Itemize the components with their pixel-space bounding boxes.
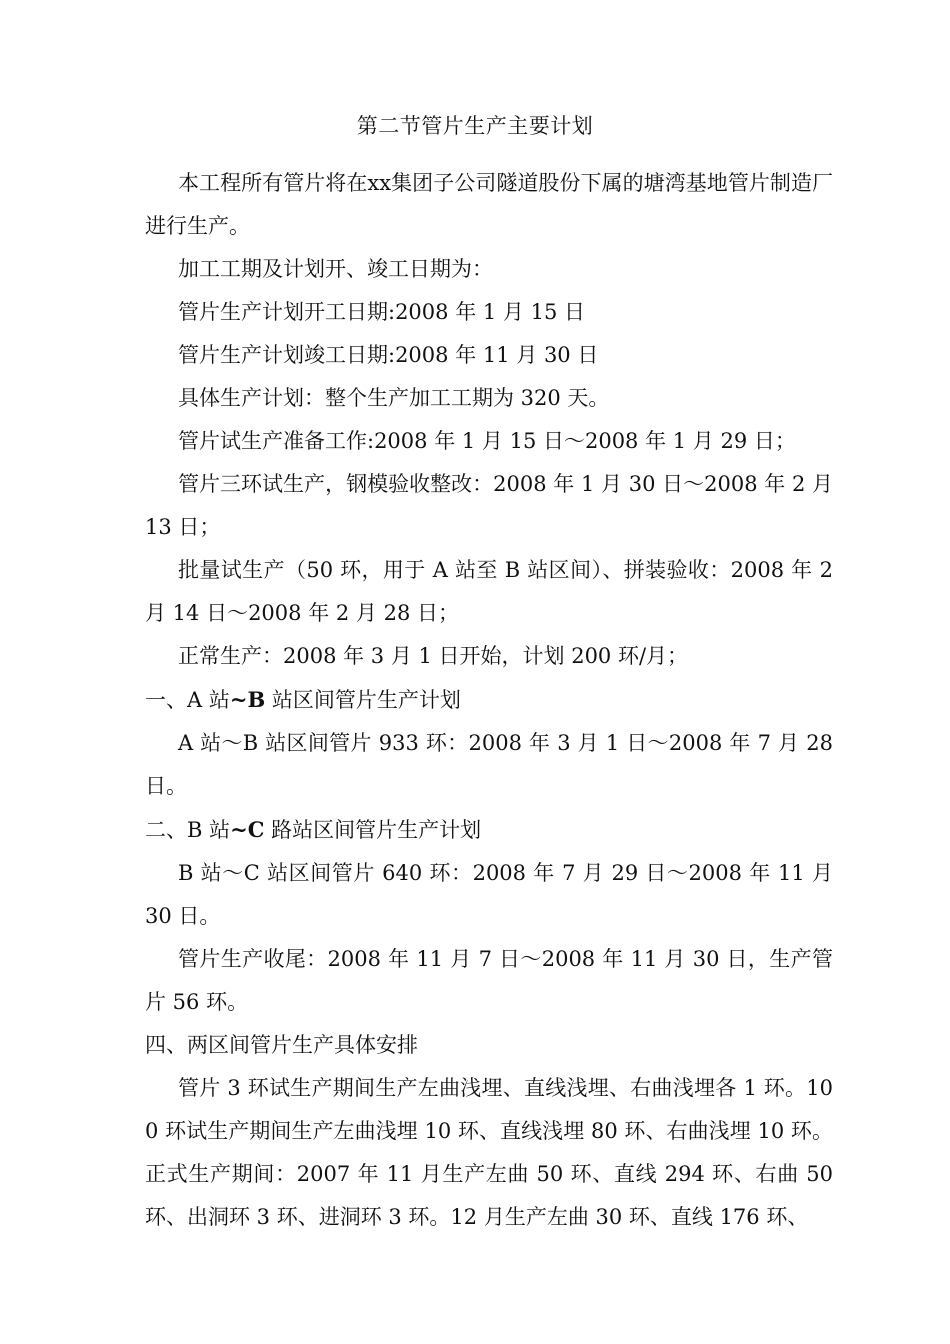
- section-heading-2: [145, 808, 833, 852]
- paragraph-end-date: 管片生产计划竣工日期:2008 年 11 月 30 日: [178, 343, 599, 367]
- section-heading-2-bold: ~C: [230, 817, 265, 842]
- paragraph-intro: 本工程所有管片将在xx集团子公司隧道股份下属的塘湾基地管片制造厂进行生产。: [145, 171, 833, 238]
- section-heading-2-prefix: 二、B 站: [145, 818, 231, 842]
- section-1-body: A 站～B 站区间管片 933 环：2008 年 3 月 1 日～2008 年 7 月 28 日。: [145, 731, 833, 798]
- section-heading-1: [145, 678, 833, 722]
- paragraph-batch-trial: 批量试生产（50 环，用于 A 站至 B 站区间）、拼装验收：2008 年 2 月 14 日～2008 年 2 月 28 日；: [145, 558, 833, 625]
- paragraph-normal-production: 正常生产：2008 年 3 月 1 日开始，计划 200 环/月；: [178, 644, 689, 668]
- section-2-tail: 管片生产收尾：2008 年 11 月 7 日～2008 年 11 月 30 日，生产管片 56 环。: [145, 947, 833, 1014]
- paragraph-trial-prep: 管片试生产准备工作:2008 年 1 月 15 日～2008 年 1 月 29 日；: [178, 429, 796, 453]
- section-heading-1-suffix: 站区间管片生产计划: [265, 688, 461, 712]
- section-heading-4: 四、两区间管片生产具体安排: [145, 1033, 418, 1057]
- section-heading-2-suffix: 路站区间管片生产计划: [264, 818, 482, 842]
- paragraph-start-date: 管片生产计划开工日期:2008 年 1 月 15 日: [178, 300, 585, 324]
- document-body: [145, 162, 833, 1239]
- section-heading-1-prefix: 一、A 站: [145, 688, 230, 712]
- paragraph-total-duration: 具体生产计划：整个生产加工工期为 320 天。: [178, 386, 610, 410]
- paragraph-schedule-header: 加工工期及计划开、竣工日期为：: [178, 257, 493, 281]
- section-heading-1-bold: ~B: [229, 687, 266, 712]
- paragraph-three-ring-trial: 管片三环试生产，钢模验收整改：2008 年 1 月 30 日～2008 年 2 月 13 日；: [145, 472, 833, 539]
- page-title: 第二节管片生产主要计划: [356, 114, 594, 138]
- section-2-body: B 站～C 站区间管片 640 环：2008 年 7 月 29 日～2008 年 11 月 30 日。: [145, 861, 833, 928]
- section-4-body: 管片 3 环试生产期间生产左曲浅埋、直线浅埋、右曲浅埋各 1 环。100 环试生产期间生产左曲浅埋 10 环、直线浅埋 80 环、右曲浅埋 10 环。正式生产期间：2007 年 11 月生产左曲 50 环、直线 294 环、右曲 50 环、出洞环 3 环、进洞环 3 环。12 月生产左曲 30 环、直线 176 环、: [145, 1076, 833, 1229]
